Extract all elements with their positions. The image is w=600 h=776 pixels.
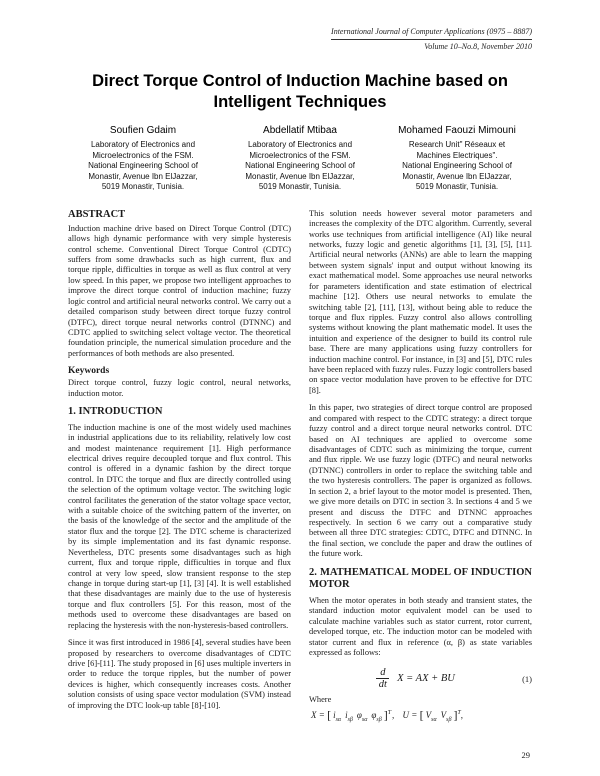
affiliation-line: Monastir, Avenue Ibn ElJazzar, [88, 171, 198, 181]
affiliation-line: 5019 Monastir, Tunisia. [101, 182, 185, 192]
left-column [68, 209, 291, 724]
author-3 [382, 125, 532, 193]
journal-volume: Volume 10–No.8, November 2010 [424, 42, 532, 52]
term-base: i [345, 710, 348, 721]
term-subscript: sα [335, 717, 342, 724]
author-1 [68, 125, 218, 193]
keywords-text: Direct torque control, fuzzy logic control, neural networks, induction motor. [68, 378, 291, 398]
introduction-paragraph-1: The induction machine is one of the most widely used machines in industrial applications due to its reliability, relatively low cost and modest maintenance requirement [1]. High performance electrical drives require decoupled torque and flux control. This control is offered in a dynamic fashion by the direct torque control. In DTC the torque and flux are directly controlled using the selection of the optimum voltage vector. The switching logic control facilitates the generation of the stator voltage space vector, with a suitable choice of the switching pattern of the inverter, on the basis of the knowledge of the sector and the amplitude of the stator flux and the torque [2]. The DTC scheme is characterized by its simple implementation and its fast dynamic response. Nevertheless, DTC presents some disadvantages such as high current, flux and torque ripple, difficulties in torque and flux control at very low speed, slow transient response to the step change in torque during start-up [1], [3] [4]. It is well established that these disadvantages are mainly due to the use of hysteresis torque and flux controllers [5]. For this reason, most of the methods used to overcome these disadvantages are based on replacing the hysteresis with the non-hysteresis-based controllers. [68, 422, 291, 630]
term-base: φ [356, 710, 362, 721]
right-bracket: ] [383, 708, 388, 723]
affiliation-line: Research Unit" Réseaux et [408, 140, 506, 149]
author-3-name: Mohamed Faouzi Mimouni [398, 125, 516, 136]
journal-name-row [68, 26, 532, 40]
paper-title: Direct Torque Control of Induction Machine based on Intelligent Techniques [92, 71, 508, 111]
term-base: i [333, 710, 336, 721]
equation-1-number: (1) [522, 673, 532, 684]
body-columns [68, 209, 532, 724]
term-base: V [425, 710, 432, 721]
term-base: V [440, 710, 447, 721]
right-paragraph-1: This solution needs however several motor parameters and increases the complexity of the DTC algorithm. Currently, several works use techniques from artificial intelligence (AI) like neural networks, fuzzy logic and genetic algorithms [1], [3], [5], [11]. Artificial neural networks (ANNs) are able to learn the mapping between system signals' input and output without knowing its exact mathematical model. Some approaches use neural networks for parameters identification and state estimation of electrical machine [12]. Others use neural networks to emulate the switching table [2], [11], [13], without being able to reduce the torque and flux ripples. Fuzzy control also allows controlling systems without knowing the plant mathematic model. It uses the intuition and experience of the designer to build its control rule base. There are many applications using fuzzy controllers for induction machine control. For instance, in [3] and [5], DTC rules have been replaced with fuzzy rules. Fuzzy logic controllers based on space vector modulation have proven to be effective for DTC [8]. [309, 208, 532, 395]
author-block [68, 125, 532, 193]
transpose-symbol: T [457, 710, 461, 717]
equation-1-expression: X = AX + BU [397, 673, 455, 685]
introduction-heading: 1. INTRODUCTION [68, 406, 163, 418]
equation-2 [311, 708, 532, 723]
term-subscript: sα [431, 717, 437, 724]
author-2-affiliation [225, 140, 375, 193]
term-subscript: sβ [376, 717, 382, 724]
section2-paragraph: When the motor operates in both steady and transient states, the standard induction motor equivalent model can be used to calculate machine variables such as stator current, rotor current, developed torque, etc. The induction motor can be modeled with stator current and flux in reference (α, β) as state variables expressed as follows: [309, 595, 532, 657]
equation-1 [309, 667, 532, 690]
affiliation-line: Machines Electriques". [416, 150, 498, 160]
section2-heading: 2. MATHEMATICAL MODEL OF INDUCTION MOTOR [309, 566, 532, 591]
author-2 [225, 125, 375, 193]
fraction-numerator: d [376, 667, 389, 679]
fraction-denominator: dt [378, 679, 387, 691]
affiliation-line: Laboratory of Electronics and [247, 140, 353, 149]
term-base: φ [371, 710, 377, 721]
affiliation-line: Microelectronics of the FSM. [249, 150, 351, 160]
affiliation-line: Microelectronics of the FSM. [92, 150, 194, 160]
affiliation-line: National Engineering School of [245, 161, 355, 171]
left-bracket: [ [419, 708, 424, 723]
equation-separator: , [392, 710, 395, 721]
term-subscript: sβ [446, 717, 452, 724]
affiliation-line: Laboratory of Electronics and [90, 140, 196, 149]
left-bracket: [ [327, 708, 332, 723]
trailing-comma: , [460, 710, 464, 721]
right-column [309, 209, 532, 724]
right-paragraph-2: In this paper, two strategies of direct torque control are proposed and compared with respect to the CDTC strategy: a direct torque fuzzy control and a direct torque neural networks control. DTC based on AI techniques are applied to overcome some disadvantages of CDTC such as minimizing the torque, current and flux ripple. We use fuzzy logic (DTFC) and neural networks (DTNNC) controllers in order to replace the switching table and the two hysteresis controllers. The paper is organized as follows. In section 2, a brief layout to the motor model is presented. Then, we give more details on DTC in section 3. In sections 4 and 5 we present and discuss the DTFC and DTNNC approaches respectively. In section 6 we carry out a comparative study between all three DTC strategies: CDTC, DTFC and DTNNC. In the final section, we conclude the paper and draw the outlines of the future work. [309, 403, 532, 559]
right-bracket: ] [453, 708, 458, 723]
author-1-affiliation [68, 140, 218, 193]
transpose-symbol: T [387, 710, 392, 717]
abstract-text: Induction machine drive based on Direct Torque Control (DTC) allows high dynamic performance with very simple hysteresis control scheme. Conventional Direct Torque Control (CDTC) suffers from some drawbacks such as high current, flux and torque ripple, difficulties in torque as well as flux control at very low speed. In this paper, we propose two intelligent approaches to improve the direct torque control of induction machine; fuzzy logic control and artificial neural networks control. We carry out a detailed comparison study between direct torque fuzzy control (DTFC), direct torque neural networks control (DTNNC) and CDTC applied to switching select voltage vector. The theoretical foundation principle, the numerical simulation procedure and the performances of both methods are also presented. [68, 223, 291, 358]
where-label: Where [309, 695, 332, 705]
abstract-heading: ABSTRACT [68, 208, 126, 220]
affiliation-line: Monastir, Avenue Ibn ElJazzar, [402, 171, 512, 181]
affiliation-line: National Engineering School of [402, 161, 512, 171]
state-vector-label: X = [311, 710, 325, 721]
affiliation-line: National Engineering School of [88, 161, 198, 171]
affiliation-line: 5019 Monastir, Tunisia. [415, 182, 499, 192]
affiliation-line: Monastir, Avenue Ibn ElJazzar, [245, 171, 355, 181]
equation-1-body [309, 667, 522, 690]
term-subscript: sβ [347, 717, 353, 724]
input-vector-label: U = [402, 710, 418, 721]
author-1-name: Soufien Gdaim [109, 125, 177, 136]
affiliation-line: 5019 Monastir, Tunisia. [258, 182, 342, 192]
author-2-name: Abdellatif Mtibaa [263, 125, 337, 136]
journal-name: International Journal of Computer Applications (0975 – 8887) [331, 26, 532, 40]
author-3-affiliation [382, 140, 532, 193]
keywords-heading: Keywords [68, 366, 110, 377]
introduction-paragraph-2: Since it was first introduced in 1986 [4], several studies have been proposed by researchers to overcome disadvantages of CDTC drive [6]-[11]. The study proposed in [6] uses multiple inverters in order to reduce the torque ripples, but the number of power devices is higher, which consequently increases costs. Another solution consists of using space vector modulation (SVM) instead of improving the DTC look-up table [8]-[10]. [68, 638, 291, 710]
term-subscript: sα [361, 717, 368, 724]
derivative-fraction [376, 667, 389, 690]
journal-header [68, 26, 532, 54]
page-number: 29 [521, 750, 530, 760]
